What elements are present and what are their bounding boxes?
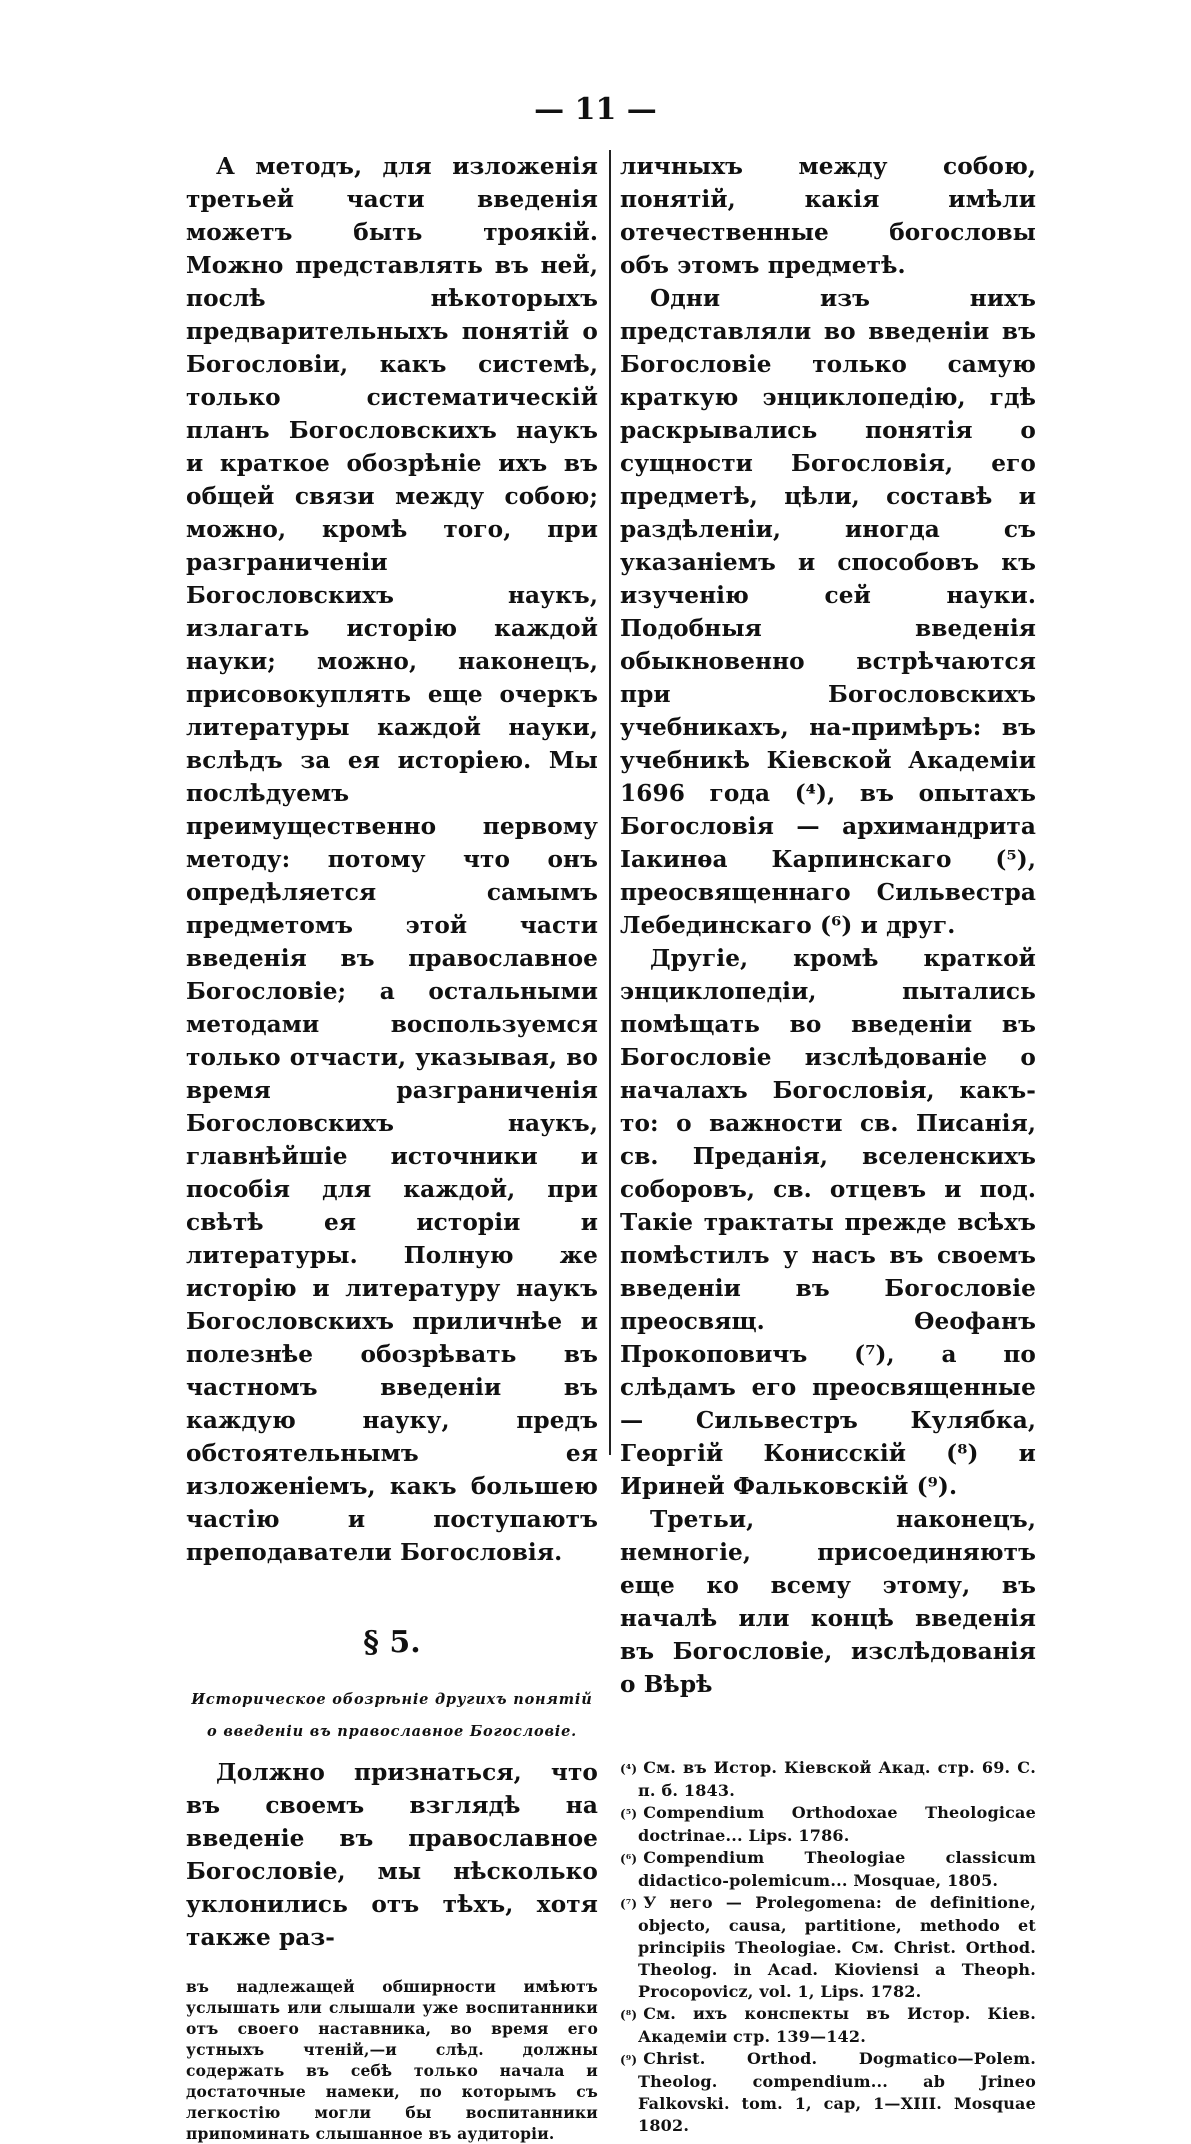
right-paragraph-1: личныхъ между собою, понятій, какія имѣли отечественные богословы объ этомъ предметѣ. <box>620 153 1036 279</box>
footnote-text: Compendium Theologiae classicum didactico-polemicum... Mosquae, 1805. <box>638 1848 1036 1890</box>
section-number: § 5. <box>363 1625 421 1660</box>
footnote-text: См. ихъ конспекты въ Истор. Кіев. Академіи стр. 139—142. <box>638 2004 1036 2046</box>
left-bottom-note: въ надлежащей обширности имѣютъ услышать или слышали уже воспитанники отъ своего наставника, во время его устныхъ чтеній,—и слѣд. должны содержать въ себѣ только начала и достаточные намеки, по которымъ съ легкостію могли бы воспитанники припоминать слышанное въ аудиторіи. <box>186 1977 598 2143</box>
footnote-mark: (⁹) <box>620 2053 638 2067</box>
left-paragraph-1: А методъ, для изложенія третьей части введенія можетъ быть троякій. Можно представлять въ ней, послѣ нѣкоторыхъ предварительныхъ понятій о Богословіи, какъ системѣ, только систематическій планъ Богословскихъ наукъ и краткое обозрѣніе ихъ въ общей связи между собою; можно, кромѣ того, при разграниченіи Богословскихъ наукъ, излагать исторію каждой науки; можно, наконецъ, присовокуплять еще очеркъ литературы каждой науки, вслѣдъ за ея исторіею. Мы послѣдуемъ преимущественно первому методу: потому что онъ опредѣляется самымъ предметомъ этой части введенія въ православное Богословіе; а остальными методами воспользуемся только отчасти, указывая, во время разграниченія Богословскихъ наукъ, главнѣйшіе источники и пособія для каждой, при свѣтѣ ея исторіи и литературы. Полную же исторію и литературу наукъ Богословскихъ приличнѣе и полезнѣе обозрѣвать въ частномъ введеніи въ каждую науку, предъ обстоятельнымъ ея изложеніемъ, какъ большею частію и поступаютъ преподаватели Богословія. <box>186 153 598 1566</box>
footnote-mark: (⁷) <box>620 1897 638 1911</box>
footnote-mark: (⁸) <box>620 2008 638 2022</box>
right-column <box>620 150 1036 2137</box>
left-paragraph-2: Должно признаться, что въ своемъ взглядѣ на введеніе въ православное Богословіе, мы нѣсколько уклонились отъ тѣхъ, хотя также раз- <box>186 1759 598 1951</box>
left-column <box>186 150 598 2144</box>
page-number: — 11 — <box>534 92 657 127</box>
footnote-mark: (⁵) <box>620 1807 638 1821</box>
footnote <box>620 1757 1036 1802</box>
footnote-text: Christ. Orthod. Dogmatico—Polem. Theolog. compendium... ab Jrineo Falkovski. tom. 1, cap, 1—XIII. Mosquae 1802. <box>638 2049 1036 2135</box>
footnote <box>620 1847 1036 1892</box>
footnotes <box>620 1757 1036 2137</box>
right-paragraph-2: Одни изъ нихъ представляли во введеніи въ Богословіе только самую краткую энциклопедію, гдѣ раскрывались понятія о сущности Богословія, его предметѣ, цѣли, составѣ и раздѣленіи, иногда съ указаніемъ и способовъ къ изученію сей науки. Подобныя введенія обыкновенно встрѣчаются при Богословскихъ учебникахъ, на-примѣръ: въ учебникѣ Кіевской Академіи 1696 года (⁴), въ опытахъ Богословія — архимандрита Іакинѳа Карпинскаго (⁵), преосвященнаго Сильвестра Лебединскаго (⁶) и друг. <box>620 285 1036 939</box>
right-paragraph-4: Третьи, наконецъ, немногіе, присоединяютъ еще ко всему этому, въ началѣ или концѣ введенія въ Богословіе, изслѣдованія о Вѣрѣ <box>620 1506 1036 1698</box>
section-title: Историческое обозрѣніе другихъ понятій о введеніи въ православное Богословіе. <box>191 1691 593 1740</box>
footnote-text: У него — Prolegomena: de definitione, objecto, causa, partitione, methodo et principiis Theologiae. См. Christ. Orthod. Theolog. in Acad. Kioviensi a Theoph. Procopovicz, vol. 1, Lips. 1782. <box>638 1893 1036 2001</box>
footnote-mark: (⁶) <box>620 1852 638 1866</box>
footnote-text: См. въ Истор. Кіевской Акад. стр. 69. С. п. б. 1843. <box>638 1758 1036 1800</box>
footnote-text: Compendium Orthodoxae Theologicae doctrinae... Lips. 1786. <box>638 1803 1036 1845</box>
footnote <box>620 1892 1036 2003</box>
right-paragraph-3: Другіе, кромѣ краткой энциклопедіи, пытались помѣщать во введеніи въ Богословіе изслѣдованіе о началахъ Богословія, какъ-то: о важности св. Писанія, св. Преданія, вселенскихъ соборовъ, св. отцевъ и под. Такіе трактаты прежде всѣхъ помѣстилъ у насъ въ своемъ введеніи въ Богословіе преосвящ. Ѳеофанъ Прокоповичъ (⁷), а по слѣдамъ его преосвященные — Сильвестръ Кулябка, Георгій Конисскій (⁸) и Ириней Фальковскій (⁹). <box>620 945 1036 1500</box>
footnote <box>620 2003 1036 2048</box>
footnote <box>620 2048 1036 2137</box>
column-divider <box>609 150 611 1455</box>
footnote-mark: (⁴) <box>620 1762 638 1776</box>
footnote <box>620 1802 1036 1847</box>
